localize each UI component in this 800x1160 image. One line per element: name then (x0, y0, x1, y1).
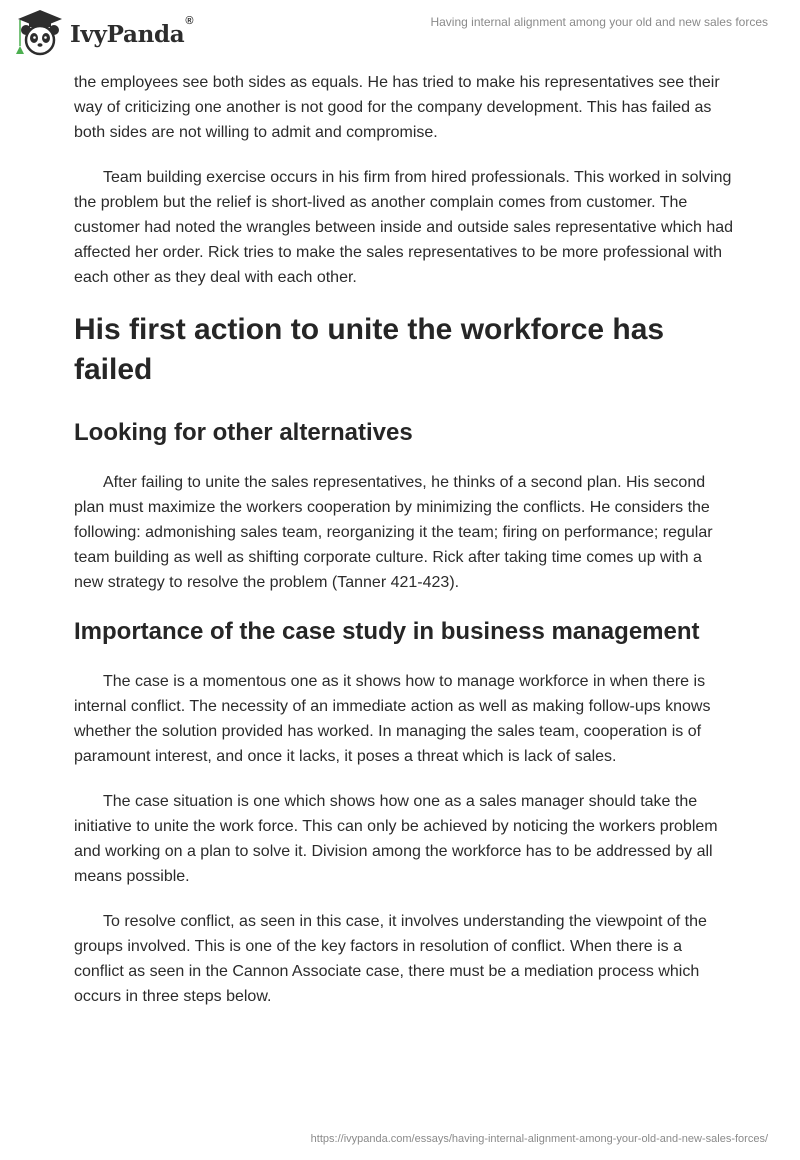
heading-importance: Importance of the case study in business management (74, 618, 700, 645)
ivypanda-logo[interactable] (14, 6, 193, 62)
panda-logo-icon (14, 8, 66, 60)
paragraph-alternatives: After failing to unite the sales representatives, he thinks of a second plan. His second plan must maximize the workers cooperation by minimizing the conflicts. He considers the following: admonishing sales team, reorganizing it the team; firing on performance; regular team building as well as shifting corporate culture. Rick after taking time comes up with a new strategy to resolve the problem (Tanner 421-423). (74, 474, 713, 591)
article-body (74, 70, 734, 1029)
paragraph-team-building: Team building exercise occurs in his firm from hired professionals. This worked in solving the problem but the relief is short-lived as another complain comes from customer. The customer had noted the wrangles between inside and outside sales representative which had affected her order. Rick tries to make the sales representatives to be more professional with each other as they deal with each other. (74, 169, 734, 286)
brand-name-text: IvyPanda (70, 20, 185, 48)
paragraph-intro: the employees see both sides as equals. He has tried to make his representatives see their way of criticizing one another is not good for the company development. This has failed as both sides are not willing to admit and compromise. (74, 74, 720, 141)
heading-alternatives: Looking for other alternatives (74, 419, 413, 446)
brand-name (70, 14, 194, 48)
paragraph-importance-1: The case is a momentous one as it shows how to manage workforce in when there is internal conflict. The necessity of an immediate action as well as making follow-ups knows whether the solution provided has worked. In managing the sales team, cooperation is of paramount interest, and once it lacks, it poses a threat which is lack of sales. (74, 673, 711, 765)
registered-mark: ® (185, 14, 194, 27)
paragraph-importance-3: To resolve conflict, as seen in this case, it involves understanding the viewpoint of the groups involved. This is one of the key factors in resolution of conflict. When there is a conflict as seen in the Cannon Associate case, there must be a mediation process which occurs in three steps below. (74, 913, 707, 1005)
paragraph-importance-2: The case situation is one which shows how one as a sales manager should take the initiative to unite the work force. This can only be achieved by noticing the workers problem and working on a plan to solve it. Division among the workforce has to be addressed by all means possible. (74, 793, 718, 885)
source-url[interactable]: https://ivypanda.com/essays/having-internal-alignment-among-your-old-and-new-sales-forces/ (310, 1133, 768, 1145)
heading-first-action: His first action to unite the workforce has failed (74, 313, 665, 386)
page-header (0, 0, 800, 70)
document-title: Having internal alignment among your old and new sales forces (430, 15, 768, 29)
